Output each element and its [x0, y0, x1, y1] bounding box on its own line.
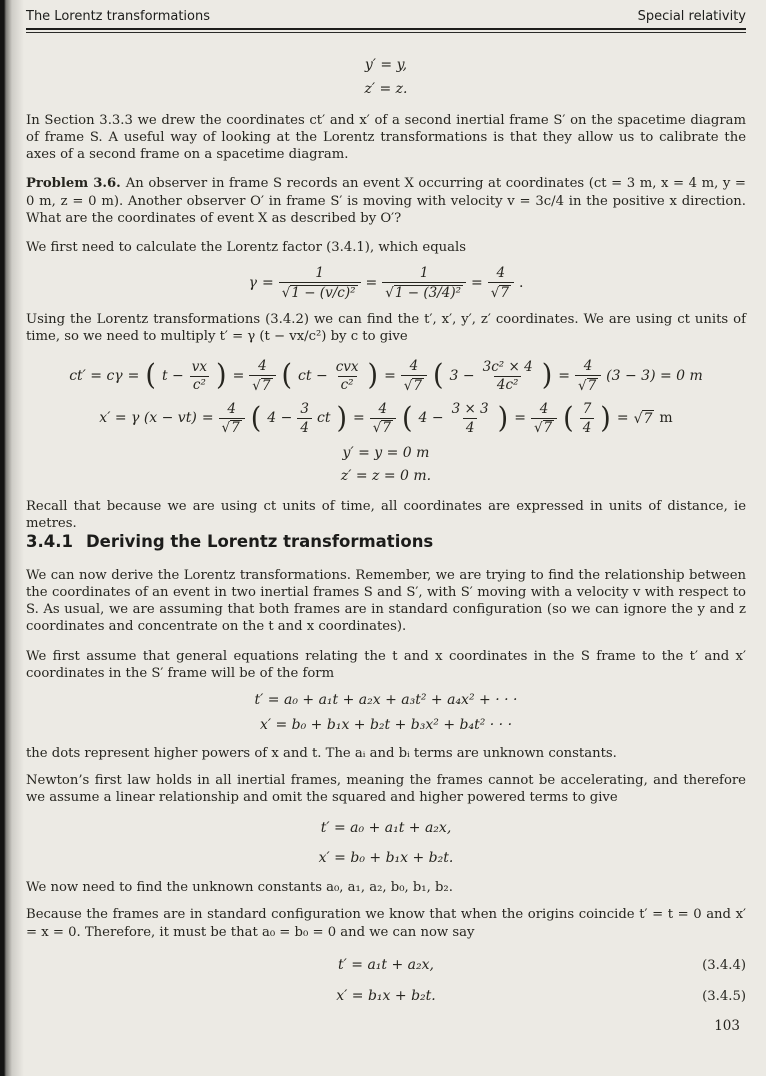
radical-icon: √ — [372, 420, 382, 437]
equals-sign: = — [558, 367, 570, 384]
radical-icon: √ — [577, 377, 587, 394]
radicand: 7 — [643, 410, 653, 427]
denominator: 4 — [580, 418, 595, 436]
paragraph-recall: Recall that because we are using ct units of time, all coordinates are expressed in units of distance, ie metres. — [26, 498, 746, 531]
equals-sign: = — [616, 410, 629, 427]
equals-sign: = — [127, 367, 140, 384]
fraction — [333, 360, 362, 394]
problem-text: An observer in frame S records an event X occurring at coordinates (ct = 3 m, x = 4 m, y = 0 m, z = 0 m). Another observer O′ in frame S′ is moving with velocity v = 3c/4 in the positive x direction. What are the coordinates of event X as described by O′? — [26, 176, 746, 226]
math-term: y′ = y, — [364, 57, 408, 73]
math-term: t′ = a₁t + a₂x, — [338, 956, 434, 973]
equation-number: (3.4.5) — [702, 988, 746, 1004]
numerator: 3 × 3 — [451, 401, 489, 418]
fraction — [219, 402, 245, 437]
numerator: 1 — [315, 265, 324, 282]
equation-x-prime: x′ = γ (x − vt) = 4 √ 7 ( 4 − $\frac{3}{4}$ ct ) = 4 √ 7 ( 4 − $\frac{3 \times 3}{4}$ ) = 4 √ 7 ( $\frac{7}{4}$ ) = √ 7 m — [99, 400, 673, 437]
fraction — [249, 359, 275, 394]
radicand: 1 − (3/4)² — [394, 284, 461, 301]
equation-y-zero — [26, 445, 746, 463]
radical-icon: √ — [385, 284, 394, 301]
fraction — [488, 266, 514, 301]
numerator: 4 — [496, 265, 506, 282]
unit-label: m — [659, 410, 673, 427]
fraction — [575, 359, 601, 394]
paragraph-newton: Newton’s first law holds in all inertial frames, meaning the frames cannot be accelerating, and therefore we assume a linear relationship and omit the squared and higher powered terms to give — [26, 772, 746, 806]
denominator: c² — [190, 376, 209, 394]
numerator: 3 — [300, 401, 309, 418]
paragraph-intro: In Section 3.3.3 we drew the coordinates ct′ and x′ of a second inertial frame S′ on the spacetime diagram of frame S. A useful way of looking at the Lorentz transformations is that they allow us to calibrate the axes of a second frame on a spacetime diagram. — [26, 113, 746, 163]
denominator — [382, 282, 466, 301]
fraction — [401, 359, 427, 394]
period: . — [518, 274, 524, 291]
equation-linear-x — [26, 850, 746, 868]
denominator — [488, 282, 514, 301]
fraction — [580, 402, 595, 436]
denominator — [575, 375, 601, 394]
denominator — [249, 375, 275, 394]
section-title: Deriving the Lorentz transformations — [85, 531, 434, 551]
fraction — [531, 402, 557, 437]
fraction — [297, 402, 312, 436]
running-header — [26, 9, 746, 24]
math-term: ct − — [298, 367, 328, 384]
radicand: 1 − (v/c)² — [291, 284, 356, 301]
denominator: 4 — [463, 418, 478, 436]
paragraph-assume: We first assume that general equations relating the t and x coordinates in the S frame to the t′ and x′ coordinates in the S′ frame will be of the form — [26, 648, 746, 681]
paragraph-constants: We now need to find the unknown constants a₀, a₁, a₂, b₀, b₁, b₂. — [26, 880, 453, 896]
radical-icon: √ — [252, 377, 261, 394]
numerator: 4 — [258, 358, 267, 375]
equation-general-t — [26, 692, 746, 710]
problem-label: Problem 3.6. — [26, 176, 121, 192]
math-term: ct′ = cγ — [69, 367, 123, 384]
paragraph-lorentz-factor: We first need to calculate the Lorentz factor (3.4.1), which equals — [26, 239, 466, 255]
equation-y-prime — [26, 57, 746, 75]
denominator: 4 — [297, 418, 312, 436]
numerator: cvx — [335, 358, 359, 375]
math-term: 3 − — [449, 367, 475, 384]
radical-icon: √ — [403, 377, 413, 394]
denominator — [401, 375, 427, 394]
radicand: 7 — [231, 420, 240, 437]
numerator: vx — [191, 358, 208, 375]
radicand: 7 — [543, 420, 553, 437]
math-term: t′ = a₀ + a₁t + a₂x + a₃t² + a₄x² + · · · — [254, 691, 518, 708]
math-term: (3 − 3) = 0 m — [606, 367, 703, 384]
denominator — [279, 282, 361, 301]
paragraph-using: Using the Lorentz transformations (3.4.2) we can find the t′, x′, y′, z′ coordinates. We are using ct units of time, so we need to multiply t′ = γ (t − vx/c²) by c to give — [26, 311, 746, 344]
math-term: t − — [161, 367, 184, 384]
header-rule-thin — [26, 32, 746, 33]
radicand: 7 — [382, 420, 391, 437]
equation-linear-t — [26, 820, 746, 838]
equals-sign: = — [201, 410, 214, 427]
math-term: t′ = a₀ + a₁t + a₂x, — [320, 820, 452, 837]
numerator: 4 — [583, 358, 593, 375]
fraction — [382, 266, 466, 301]
math-term: x′ = b₁x + b₂t. — [336, 988, 436, 1005]
math-term: z′ = z = 0 m. — [340, 468, 432, 485]
math-term: z′ = z. — [364, 80, 408, 97]
radical-icon: √ — [533, 420, 543, 437]
section-number: 3.4.1 — [26, 531, 73, 551]
math-term: γ — [248, 274, 257, 291]
numerator: 4 — [227, 400, 236, 417]
paragraph-origins: Because the frames are in standard configuration we know that when the origins coincide t′ = t = 0 and x′ = x = 0. Therefore, it must be that a₀ = b₀ = 0 and we can now say — [26, 907, 746, 940]
math-term: 4 − — [267, 410, 293, 427]
radical-icon: √ — [281, 284, 291, 301]
numerator: 3c² × 4 — [482, 358, 533, 375]
radical-icon: √ — [221, 420, 231, 437]
radical-icon: √ — [490, 284, 500, 301]
math-term: x′ = γ (x − vt) — [99, 410, 197, 427]
numerator: 1 — [419, 265, 429, 282]
equals-sign: = — [261, 274, 274, 291]
radicand: 7 — [587, 377, 597, 394]
radicand: 7 — [500, 284, 509, 301]
fraction — [449, 402, 492, 436]
math-term: 4 − — [418, 410, 444, 427]
denominator: 4c² — [494, 376, 522, 394]
equation-344 — [26, 957, 746, 975]
denominator — [370, 418, 396, 437]
math-term: ct — [316, 410, 331, 427]
fraction — [480, 360, 536, 394]
math-term: x′ = b₀ + b₁x + b₂t. — [318, 849, 454, 866]
equals-sign: = — [384, 367, 396, 384]
equals-sign: = — [365, 274, 378, 291]
paragraph-dots: the dots represent higher powers of x and t. The aᵢ and bᵢ terms are unknown constants. — [26, 745, 617, 761]
fraction — [370, 402, 396, 437]
numerator: 4 — [378, 400, 388, 417]
equation-z-zero — [26, 468, 746, 486]
numerator: 4 — [539, 400, 549, 417]
fraction — [279, 266, 361, 301]
radical — [634, 410, 655, 429]
section-heading — [26, 532, 746, 551]
header-rule-thick — [26, 28, 746, 30]
equals-sign: = — [471, 274, 483, 291]
numerator: 4 — [409, 358, 419, 375]
running-head-left: The Lorentz transformations — [26, 9, 210, 24]
equals-sign: = — [514, 410, 526, 427]
radical-icon: √ — [633, 410, 643, 427]
page-number: 103 — [714, 1017, 740, 1034]
paragraph-derive: We can now derive the Lorentz transformations. Remember, we are trying to find the relationship between the coordinates of an event in two inertial frames S and S′, with S′ moving with a velocity v with respect to S. As usual, we are assuming that both frames are in standard configuration (so we can ignore the y and z coordinates and concentrate on the t and x coordinates). — [26, 567, 746, 635]
equation-number: (3.4.4) — [702, 957, 746, 973]
denominator — [219, 418, 245, 437]
math-term: x′ = b₀ + b₁x + b₂t + b₃x² + b₄t² · · · — [259, 717, 513, 734]
fraction — [189, 360, 210, 394]
math-term: y′ = y = 0 m — [342, 444, 430, 461]
paragraph-problem — [26, 175, 746, 226]
equation-general-x — [26, 717, 746, 735]
running-head-right: Special relativity — [637, 9, 746, 24]
equals-sign: = — [232, 367, 245, 384]
equation-345 — [26, 988, 746, 1006]
equation-ct-prime: ct′ = cγ = ( t − $\frac{vx}{\text{c²}}$ ) = 4 √ 7 ( ct − $\frac{\text{cvx}}{\text{c²}}$ ) = 4 √ 7 ( 3 − $\frac{\text{3c² × 4}}{\text{4c²}}$ ) = 4 √ 7 (3 − 3) = 0 m — [69, 358, 703, 394]
equation-z-prime — [26, 81, 746, 99]
numerator: 7 — [582, 401, 592, 418]
radicand: 7 — [261, 377, 271, 394]
denominator — [531, 418, 557, 437]
denominator: c² — [338, 376, 357, 394]
equation-gamma — [26, 266, 746, 301]
radicand: 7 — [413, 377, 422, 394]
equals-sign: = — [353, 410, 365, 427]
